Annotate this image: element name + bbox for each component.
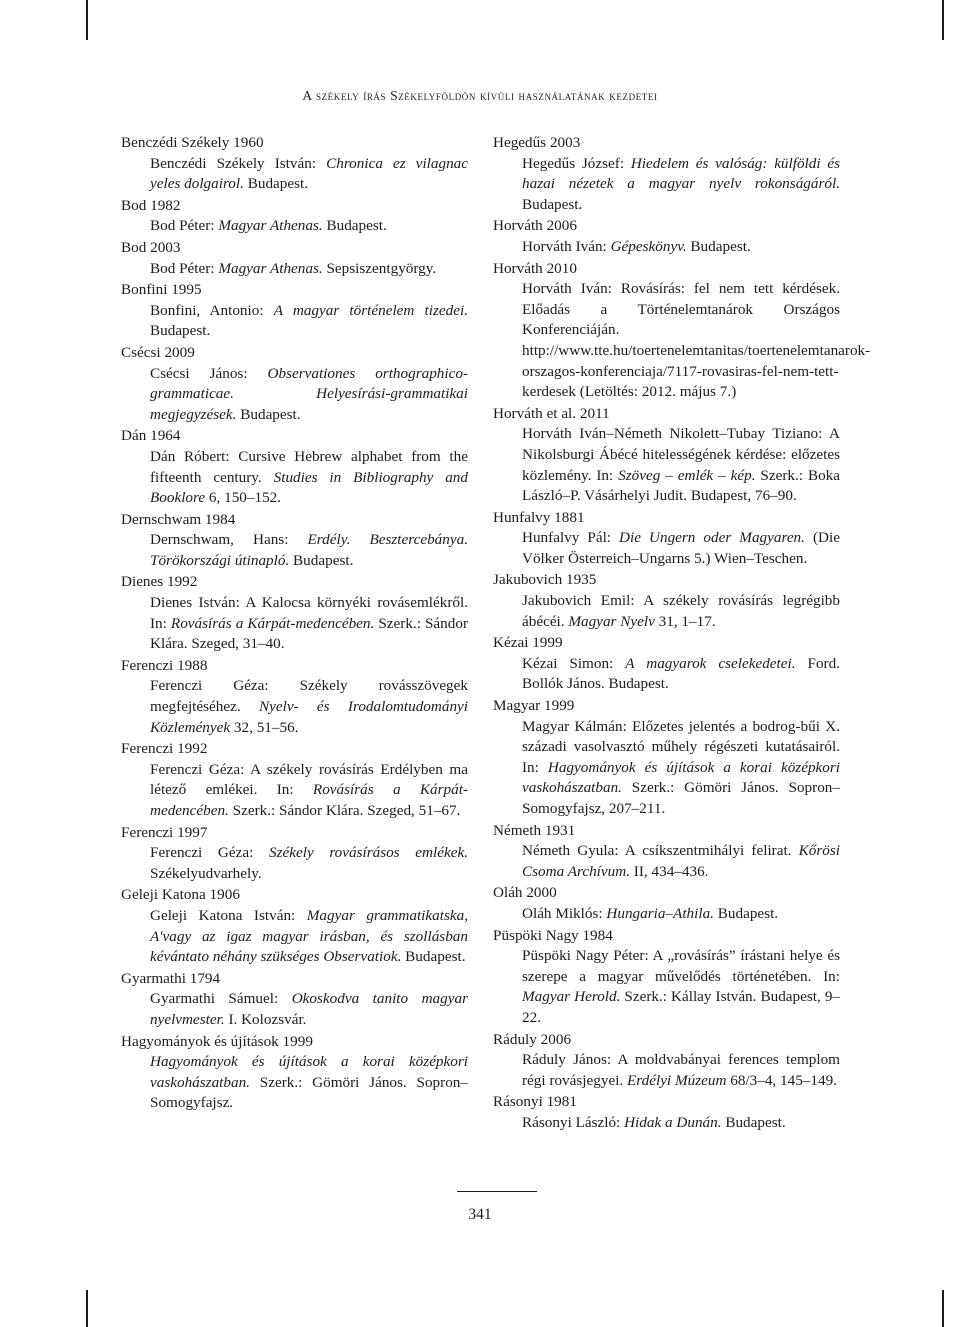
bibliography-entry — [121, 572, 468, 654]
entry-key: Bonfini 1995 — [121, 281, 202, 299]
entry-reference: Bod Péter: Magyar Athenas. Budapest. — [150, 217, 387, 235]
bibliography-entry — [121, 343, 468, 425]
entry-key: Dienes 1992 — [121, 573, 198, 591]
entry-reference: Bonfini, Antonio: A magyar történelem tizedei. Budapest. — [150, 301, 468, 340]
bibliography-right-column — [493, 133, 871, 1135]
bibliography-entry — [121, 739, 468, 821]
entry-key: Kézai 1999 — [493, 634, 563, 652]
entry-reference: Gyarmathi Sámuel: Okoskodva tanito magyar nyelvmester. I. Kolozsvár. — [150, 990, 468, 1028]
entry-key: Dernschwam 1984 — [121, 510, 236, 528]
entry-reference: Hagyományok és újítások a korai középkori vaskohászatban. Szerk.: Gömöri János. Sopron–Somogyfajsz. — [150, 1053, 468, 1112]
bibliography-entry — [121, 510, 468, 572]
entry-key: Ferenczi 1992 — [121, 740, 208, 758]
bibliography-entry — [121, 238, 468, 279]
entry-key: Csécsi 2009 — [121, 343, 195, 361]
entry-reference: Püspöki Nagy Péter: A „rovásírás” írástani helye és szerepe a magyar művelődés történetében. In: Magyar Herold. Szerk.: Kállay István. Budapest, 9–22. — [522, 947, 841, 1026]
entry-reference: Jakubovich Emil: A székely rovásírás legrégibb ábécéi. Magyar Nyelv 31, 1–17. — [522, 592, 840, 630]
bibliography-entry — [493, 259, 871, 403]
entry-key: Jakubovich 1935 — [493, 571, 597, 589]
entry-key: Geleji Katona 1906 — [121, 886, 240, 904]
bibliography-entry — [121, 426, 468, 508]
crop-mark-top-right — [942, 0, 944, 40]
page-number: 341 — [468, 1206, 492, 1223]
crop-mark-bottom-left — [86, 1290, 88, 1327]
entry-key: Benczédi Székely 1960 — [121, 134, 264, 151]
entry-reference: Geleji Katona István: Magyar grammatikatska, A'vagy az igaz magyar irásban, és szollásban kévántato néhány szükséges Observatiok. Budapest. — [150, 906, 468, 966]
bibliography-entry — [493, 926, 840, 1029]
bibliography-entry — [121, 823, 468, 885]
bibliography-entry — [493, 570, 840, 632]
bibliography-entry — [493, 696, 840, 820]
bibliography-entry — [121, 656, 468, 738]
entry-reference: Benczédi Székely István: Chronica ez vilagnac yeles dolgairol. Budapest. — [150, 154, 468, 193]
bibliography-entry — [493, 133, 840, 215]
entry-reference: Ferenczi Géza: A székely rovásírás Erdélyben ma létező emlékei. In: Rovásírás a Kárpát-medencében. Szerk.: Sándor Klára. Szeged, 51–67. — [150, 760, 468, 819]
entry-reference: Dernschwam, Hans: Erdély. Besztercebánya. Törökországi útinapló. Budapest. — [150, 531, 469, 569]
entry-key: Magyar 1999 — [493, 697, 575, 715]
bibliography-entry — [493, 404, 840, 507]
entry-key: Bod 1982 — [121, 196, 181, 214]
entry-key: Bod 2003 — [121, 238, 181, 256]
entry-key: Püspöki Nagy 1984 — [493, 926, 613, 944]
entry-key: Dán 1964 — [121, 427, 181, 445]
entry-reference: Ráduly János: A moldvabányai ferences templom régi rovásjegyei. Erdélyi Múzeum 68/3–4, 145–149. — [522, 1051, 840, 1089]
bibliography-entry — [121, 885, 468, 967]
bibliography-entry — [493, 508, 840, 570]
entry-key: Horváth 2010 — [493, 259, 577, 277]
entry-key: Ráduly 2006 — [493, 1030, 572, 1048]
entry-key: Németh 1931 — [493, 821, 576, 839]
bibliography-entry — [493, 1030, 840, 1092]
entry-key: Oláh 2000 — [493, 884, 557, 902]
crop-mark-top-left — [86, 0, 88, 40]
entry-reference: Németh Gyula: A csíkszentmihályi felirat. Kőrösi Csoma Archívum. II, 434–436. — [522, 842, 840, 880]
entry-reference: Horváth Iván–Németh Nikolett–Tubay Tiziano: A Nikolsburgi Ábécé hitelességének kérdése: előzetes közlemény. In: Szöveg – emlék – kép. Szerk.: Boka László–P. Vásárhelyi Judit. Budapest, 76–90. — [522, 425, 840, 505]
entry-reference: Oláh Miklós: Hungaria–Athila. Budapest. — [522, 904, 779, 922]
bibliography-entry — [493, 216, 840, 257]
entry-reference: Csécsi János: Observationes orthographico-grammaticae. Helyesírási-grammatikai megjegyzések. Budapest. — [150, 364, 469, 423]
bibliography-entry — [493, 821, 840, 883]
entry-reference: Hunfalvy Pál: Die Ungern oder Magyaren. (Die Völker Österreich–Ungarns 5.) Wien–Teschen. — [522, 529, 840, 567]
entry-reference: Ferenczi Géza: Székely rovásszövegek megfejtéséhez. Nyelv- és Irodalomtudományi Közlemények 32, 51–56. — [150, 677, 468, 736]
entry-key: Rásonyi 1981 — [493, 1093, 577, 1111]
entry-reference: Horváth Iván: Gépeskönyv. Budapest. — [522, 237, 751, 255]
bibliography-entry — [121, 133, 468, 195]
entry-key: Horváth et al. 2011 — [493, 404, 610, 422]
entry-reference: Hegedűs József: Hiedelem és valóság: külföldi és hazai nézetek a magyar nyelv rokonságáról. Budapest. — [522, 154, 840, 213]
entry-reference: Horváth Iván: Rovásírás: fel nem tett kérdések. Előadás a Történelemtanárok Országos Konferenciáján. http://www.tte.hu/toertenelemtanitas/toertenelemtanarok-orszagos-konferenciaja/7117-rovasiras-fel-nem-tett-kerdesek (Letöltés: 2012. május 7.) — [522, 280, 871, 401]
crop-mark-bottom-right — [942, 1290, 944, 1327]
entry-key: Ferenczi 1988 — [121, 656, 208, 674]
footer-rule — [457, 1191, 537, 1192]
entry-reference: Kézai Simon: A magyarok cselekedetei. Ford. Bollók János. Budapest. — [522, 654, 840, 693]
bibliography-entry — [493, 633, 840, 695]
entry-reference: Bod Péter: Magyar Athenas. Sepsiszentgyörgy. — [150, 259, 437, 277]
bibliography-entry — [121, 1032, 468, 1114]
entry-reference: Magyar Kálmán: Előzetes jelentés a bodrog-bűi X. századi vasolvasztó műhely régészeti kutatásairól. In: Hagyományok és újítások a korai középkori vaskohászatban. Szerk.: Gömöri János. Sopron–Somogyfajsz, 207–211. — [522, 717, 840, 817]
entry-key: Gyarmathi 1794 — [121, 969, 221, 987]
entry-key: Hagyományok és újítások 1999 — [121, 1032, 313, 1050]
entry-reference: Dán Róbert: Cursive Hebrew alphabet from the fifteenth century. Studies in Bibliography and Booklore 6, 150–152. — [150, 447, 468, 507]
bibliography-entry — [121, 969, 468, 1031]
entry-reference: Dienes István: A Kalocsa környéki rovásemlékről. In: Rovásírás a Kárpát-medencében. Szerk.: Sándor Klára. Szeged, 31–40. — [150, 594, 469, 653]
bibliography-left-column — [121, 133, 468, 1115]
entry-key: Hunfalvy 1881 — [493, 508, 585, 526]
entry-key: Horváth 2006 — [493, 217, 577, 235]
bibliography-entry — [121, 280, 468, 342]
entry-key: Hegedűs 2003 — [493, 134, 581, 151]
entry-key: Ferenczi 1997 — [121, 823, 208, 841]
bibliography-entry — [493, 883, 840, 924]
bibliography-entry — [493, 1092, 840, 1133]
entry-reference: Rásonyi László: Hidak a Dunán. Budapest. — [522, 1113, 786, 1131]
entry-reference: Ferenczi Géza: Székely rovásírásos emlékek. Székelyudvarhely. — [150, 844, 468, 882]
bibliography-entry — [121, 196, 468, 237]
running-header: A székely írás Székelyföldön kívüli használatának kezdetei — [302, 88, 658, 103]
